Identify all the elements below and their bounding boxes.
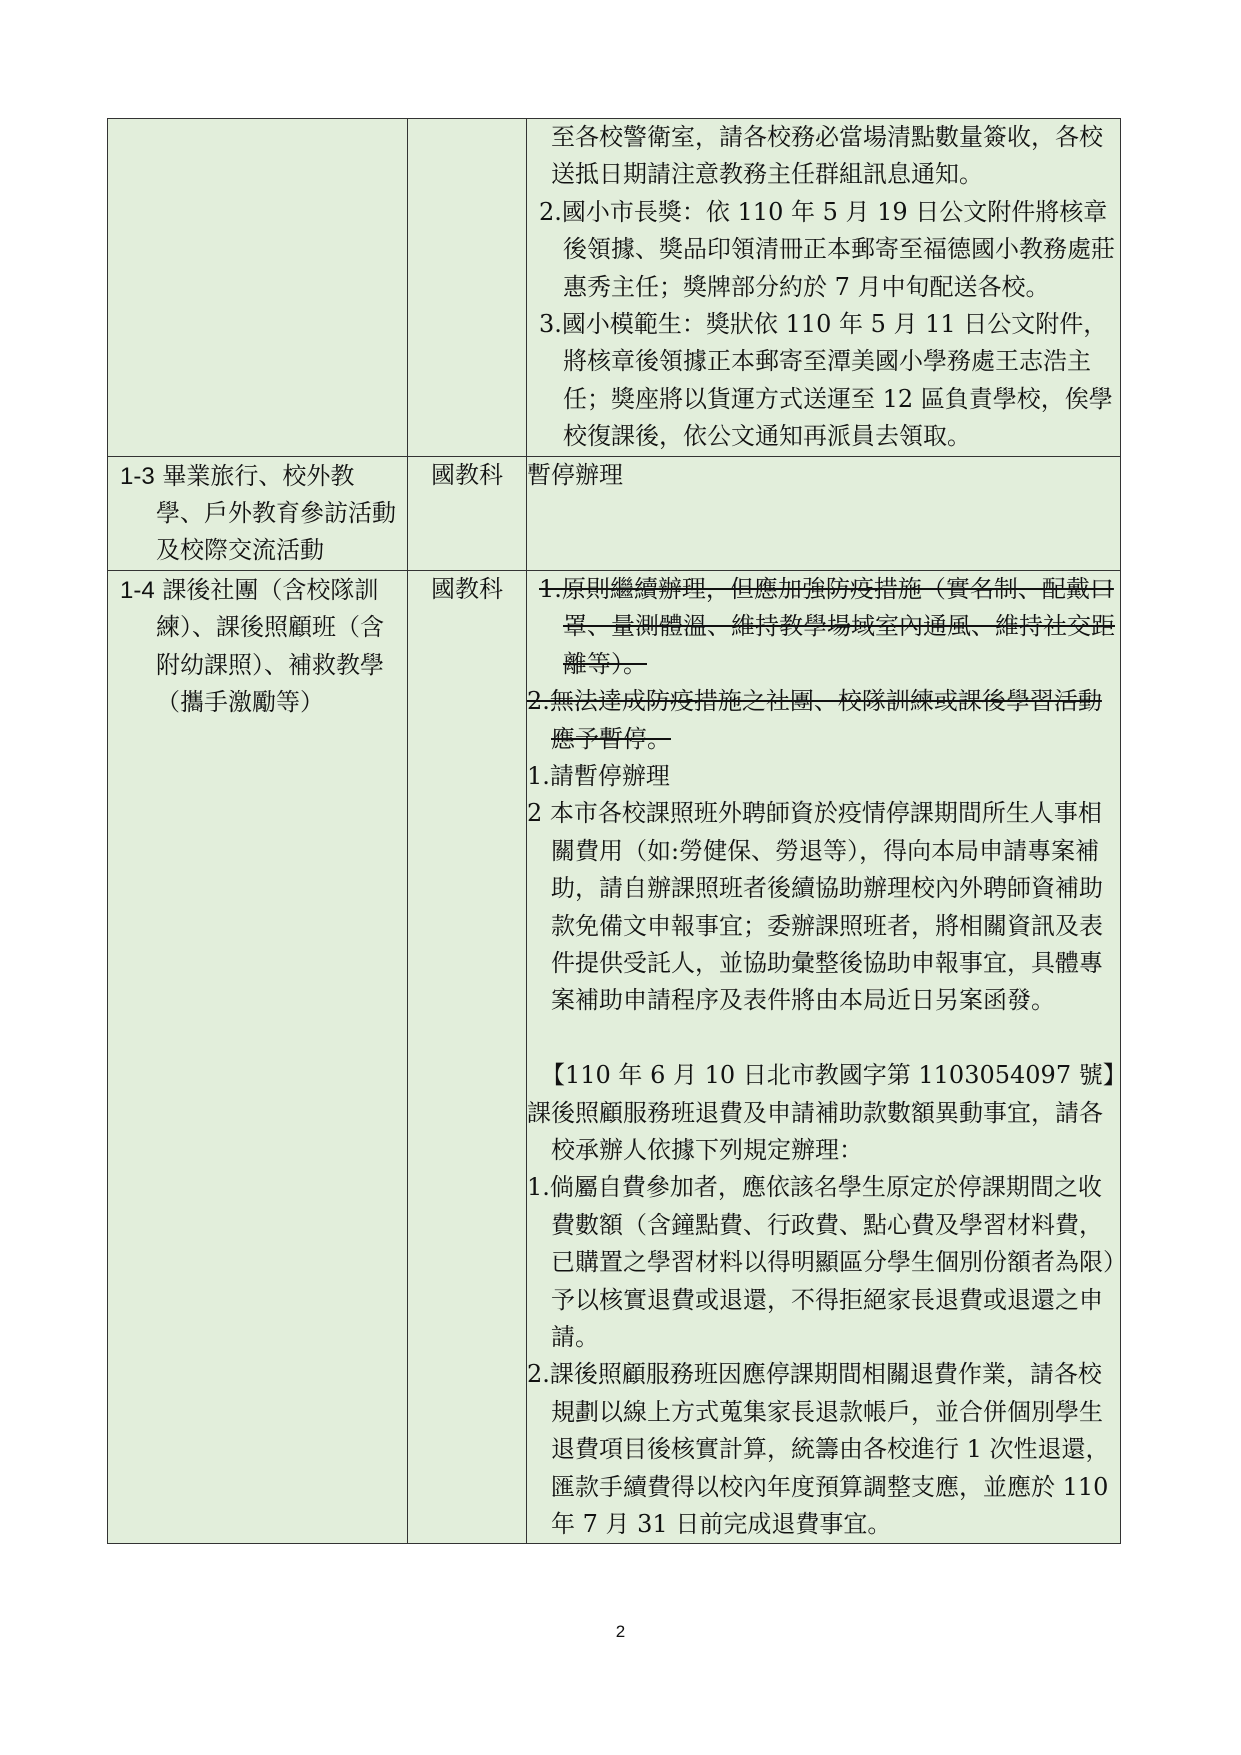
page-number: 2: [615, 1622, 626, 1641]
document-reference: 【110 年 6 月 10 日北市教國字第 1103054097 號】: [541, 1061, 1127, 1090]
paragraph: 暫停辦理: [527, 460, 623, 489]
measures-table: [107, 118, 1127, 1544]
department-cell: 國教科: [408, 456, 527, 570]
deleted-paragraph: 2.無法達成防疫措施之社團、校隊訓練或課後學習活動應予暫停。: [527, 687, 1102, 753]
paragraph: 2.國小市長獎：依 110 年 5 月 19 日公文附件將核章後領據、獎品印領清冊正本郵寄至福德國小教務處莊惠秀主任；獎牌部分約於 7 月中旬配送各校。: [539, 197, 1115, 301]
item-title: 畢業旅行、校外教學、戶外教育參訪活動及校際交流活動: [156, 461, 396, 565]
item-cell: [108, 456, 408, 570]
paragraph: 2 本市各校課照班外聘師資於疫情停課期間所生人事相關費用（如:勞健保、勞退等），得向本局申請專案補助，請自辦課照班者後續協助辦理校內外聘師資補助款免備文申報事宜；委辦課照班者，將相關資訊及表件提供受託人，並協助彙整後協助申報事宜，具體專案補助申請程序及表件將由本局近日另案函發。: [527, 799, 1103, 1015]
blank-line: [527, 1020, 1120, 1057]
paragraph: 至各校警衛室，請各校務必當場清點數量簽收，各校送抵日期請注意教務主任群組訊息通知。: [551, 123, 1103, 189]
deleted-paragraph: 1.原則繼續辦理，但應加強防疫措施（實名制、配戴口罩、量測體溫、維持教學場域室內通風、維持社交距離等）。: [539, 574, 1115, 678]
paragraph: 1.倘屬自費參加者，應依該名學生原定於停課期間之收費數額（含鐘點費、行政費、點心費及學習材料費，已購置之學習材料以得明顯區分學生個別份額者為限）予以核實退費或退還，不得拒絕家長退費或退還之申請。: [527, 1173, 1115, 1351]
paragraph: 2.課後照顧服務班因應停課期間相關退費作業，請各校規劃以線上方式蒐集家長退款帳戶，並合併個別學生退費項目後核實計算，統籌由各校進行 1 次性退還，匯款手續費得以校內年度預算調整支應，並應於 110 年 7 月 31 日前完成退費事宜。: [527, 1360, 1110, 1539]
measure-content-cell: [527, 570, 1127, 1544]
table-row: [108, 456, 1121, 570]
item-cell: [108, 570, 408, 1544]
item-number: 1-4: [120, 576, 155, 604]
measure-content-cell: [527, 119, 1121, 457]
item-number: 1-3: [120, 462, 155, 490]
table-body: [108, 119, 1127, 1544]
table-row: [108, 570, 1121, 1544]
table-row: [108, 119, 1121, 457]
item-title: 課後社團（含校隊訓練）、課後照顧班（含附幼課照）、補救教學（攜手激勵等）: [156, 575, 384, 717]
paragraph: 3.國小模範生：獎狀依 110 年 5 月 11 日公文附件，將核章後領據正本郵寄至潭美國小學務處王志浩主任；獎座將以貨運方式送運至 12 區負責學校，俟學校復課後，依公文通知再派員去領取。: [539, 310, 1113, 451]
department-cell: [408, 119, 527, 457]
department-cell: 國教科: [408, 570, 527, 1544]
paragraph: 1.請暫停辦理: [527, 761, 670, 790]
measure-content-cell: [527, 456, 1121, 570]
item-cell: [108, 119, 408, 457]
paragraph: 課後照顧服務班退費及申請補助款數額異動事宜，請各校承辦人依據下列規定辦理：: [527, 1098, 1103, 1164]
